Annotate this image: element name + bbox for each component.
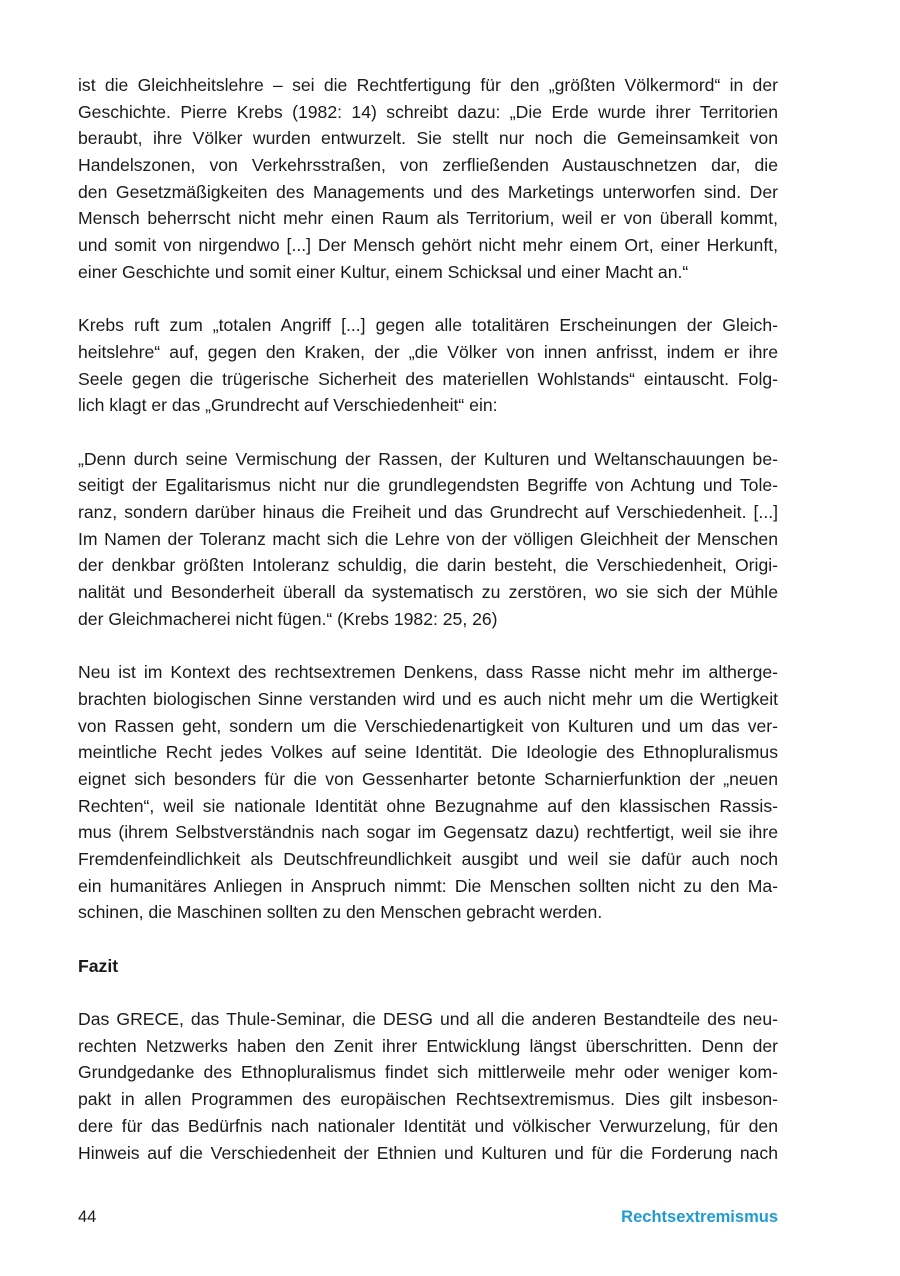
- section-heading: Fazit: [78, 955, 119, 976]
- text-line: Neu ist im Kontext des rechtsextremen Denkens, dass Rasse nicht mehr im althergе-: [78, 662, 778, 683]
- text-line: Grundgedanke des Ethnopluralismus findet sich mittlerweile mehr oder weniger kom-: [78, 1062, 778, 1083]
- text-line: beraubt, ihre Völker wurden entwurzelt. Sie stellt nur noch die Gemeinsamkeit von: [78, 128, 778, 149]
- text-line: Mensch beherrscht nicht mehr einen Raum als Territorium, weil er von überall kommt,: [78, 208, 778, 229]
- text-line: Rechten“, weil sie nationale Identität ohne Bezugnahme auf den klassischen Rassis-: [78, 795, 778, 816]
- paragraph-fazit: [78, 1006, 778, 1166]
- paragraph-4: [78, 659, 778, 926]
- text-line: und somit von nirgendwo [...] Der Mensch gehört nicht mehr einem Ort, einer Herkunft,: [78, 235, 778, 256]
- text-line: Das GRECE, das Thule-Seminar, die DESG und all die anderen Bestandteile des neu-: [78, 1009, 778, 1030]
- text-line: Fremdenfeindlichkeit als Deutschfreundlichkeit ausgibt und weil sie dafür auch noch: [78, 848, 778, 869]
- page-body: [78, 72, 778, 1193]
- text-line: rechten Netzwerks haben den Zenit ihrer Entwicklung längst überschritten. Denn der: [78, 1035, 778, 1056]
- text-line: Krebs ruft zum „totalen Angriff [...] gegen alle totalitären Erscheinungen der Gleich-: [78, 315, 778, 336]
- text-line: dere für das Bedürfnis nach nationaler Identität und völkischer Verwurzelung, für den: [78, 1115, 778, 1136]
- text-line: mus (ihrem Selbstverständnis nach sogar im Gegensatz dazu) rechtfertigt, weil sie ihre: [78, 822, 778, 843]
- text-line: nalität und Besonderheit überall da systematisch zu zerstören, wo sie sich der Mühle: [78, 582, 778, 603]
- text-line: ein humanitäres Anliegen in Anspruch nimmt: Die Menschen sollten nicht zu den Ma-: [78, 875, 778, 896]
- text-line: einer Geschichte und somit einer Kultur, einem Schicksal und einer Macht an.“: [78, 261, 689, 282]
- text-line: der denkbar größten Intoleranz schuldig, die darin besteht, die Verschiedenheit, Origi-: [78, 555, 778, 576]
- running-title: Rechtsextremismus: [621, 1208, 778, 1226]
- text-line: Seele gegen die trügerische Sicherheit des materiellen Wohlstands“ eintauscht. Folg-: [78, 368, 778, 389]
- text-line: lich klagt er das „Grundrecht auf Verschiedenheit“ ein:: [78, 395, 498, 416]
- text-line: Im Namen der Toleranz macht sich die Lehre von der völligen Gleichheit der Menschen: [78, 528, 778, 549]
- text-line: von Rassen geht, sondern um die Verschiedenartigkeit von Kulturen und um das ver-: [78, 715, 778, 736]
- text-line: meintliche Recht jedes Volkes auf seine Identität. Die Ideologie des Ethnopluralismus: [78, 742, 778, 763]
- text-line: Handelszonen, von Verkehrsstraßen, von zerfließenden Austauschnetzen dar, die: [78, 155, 778, 176]
- text-line: der Gleichmacherei nicht fügen.“ (Krebs 1982: 25, 26): [78, 608, 498, 629]
- paragraph-1: [78, 72, 778, 286]
- page-footer: [78, 1204, 778, 1230]
- text-line: eignet sich besonders für die von Gessenharter betonte Scharnierfunktion der „neuen: [78, 768, 778, 789]
- text-line: pakt in allen Programmen des europäischen Rechtsextremismus. Dies gilt insbeson-: [78, 1089, 778, 1110]
- text-line: den Gesetzmäßigkeiten des Managements und des Marketings unterworfen sind. Der: [78, 181, 778, 202]
- text-line: Hinweis auf die Verschiedenheit der Ethnien und Kulturen und für die Forderung nach: [78, 1142, 778, 1163]
- page-number: 44: [78, 1208, 97, 1226]
- text-line: ranz, sondern darüber hinaus die Freiheit und das Grundrecht auf Verschiedenheit. [...]: [78, 502, 778, 522]
- block-quote: [78, 446, 778, 633]
- text-line: ist die Gleichheitslehre – sei die Rechtfertigung für den „größten Völkermord“ in der: [78, 75, 778, 95]
- text-line: seitigt der Egalitarismus nicht nur die grundlegendsten Begriffe von Achtung und Tole-: [78, 475, 778, 496]
- text-line: heitslehre“ auf, gegen den Kraken, der „die Völker von innen anfrisst, indem er ihre: [78, 341, 778, 362]
- text-line: „Denn durch seine Vermischung der Rassen, der Kulturen und Weltanschauungen be-: [78, 448, 778, 469]
- paragraph-2: [78, 312, 778, 419]
- text-line: Geschichte. Pierre Krebs (1982: 14) schreibt dazu: „Die Erde wurde ihrer Territorien: [78, 101, 778, 122]
- text-line: schinen, die Maschinen sollten zu den Menschen gebracht werden.: [78, 902, 603, 923]
- text-line: brachten biologischen Sinne verstanden wird und es auch nicht mehr um die Wertigkeit: [78, 688, 778, 709]
